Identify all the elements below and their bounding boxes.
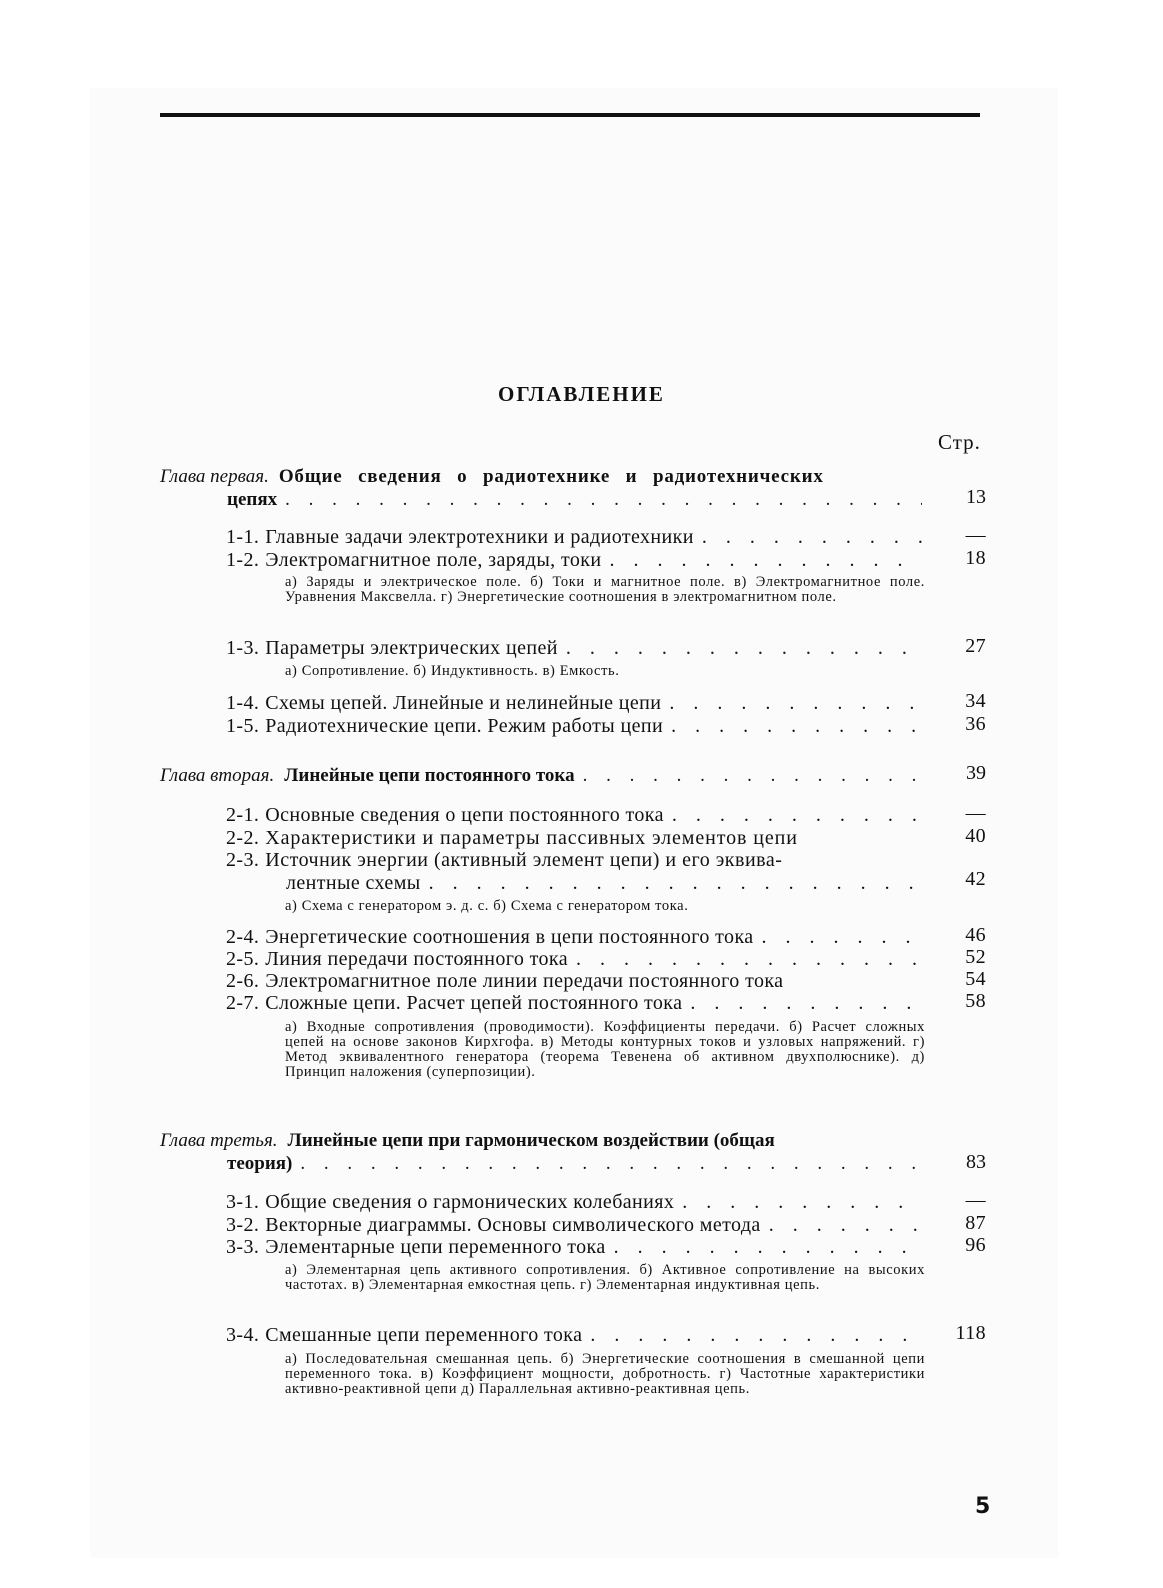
- section-number: 1-5.: [226, 715, 260, 737]
- section-2-5[interactable]: [226, 948, 922, 971]
- leader-dots: [576, 948, 922, 971]
- section-2-3-page: 42: [965, 868, 986, 890]
- section-1-4-page: 34: [965, 690, 986, 712]
- chapter-3-heading-line2[interactable]: [227, 1153, 922, 1175]
- section-number: 1-3.: [226, 637, 260, 659]
- section-number: 2-3.: [226, 849, 260, 871]
- section-2-3-subtopics: а) Схема с генератором э. д. с. б) Схема с генератором тока.: [285, 898, 689, 914]
- section-number: 2-1.: [226, 804, 260, 826]
- chapter-1-lead: Глава первая.: [160, 466, 269, 487]
- leader-dots: [583, 765, 922, 787]
- section-1-2-page: 18: [965, 547, 986, 569]
- section-3-4-page: 118: [955, 1322, 986, 1344]
- section-title: Основные сведения о цепи постоянного тока: [265, 804, 664, 826]
- chapter-3-page: 83: [966, 1151, 986, 1173]
- section-title: Схемы цепей. Линейные и нелинейные цепи: [265, 692, 662, 714]
- chapter-1-title-cont: цепях: [227, 489, 278, 510]
- page-column-label: Стр.: [938, 430, 981, 454]
- chapter-2-title: Линейные цепи постоянного тока: [284, 765, 575, 786]
- leader-dots: [682, 1191, 922, 1214]
- chapter-2-heading[interactable]: [160, 765, 922, 787]
- leader-dots: [429, 872, 922, 895]
- section-1-3-page: 27: [965, 635, 986, 657]
- section-2-4[interactable]: [226, 926, 922, 949]
- section-title: Электромагнитное поле линии передачи постоянного тока: [265, 970, 784, 992]
- leader-dots: [590, 1324, 922, 1347]
- section-3-3-page: 96: [965, 1234, 986, 1256]
- chapter-3-title-cont: теория): [227, 1153, 293, 1174]
- section-1-5-page: 36: [965, 713, 986, 735]
- section-title: Характеристики и параметры пассивных элементов цепи: [265, 827, 798, 849]
- chapter-2-page: 39: [966, 762, 986, 784]
- section-number: 3-4.: [226, 1324, 260, 1346]
- leader-dots: [300, 1153, 922, 1175]
- section-title: Элементарные цепи переменного тока: [265, 1236, 606, 1258]
- section-2-6-page: 54: [965, 968, 986, 990]
- chapter-1-heading[interactable]: [160, 466, 922, 488]
- section-number: 2-7.: [226, 992, 260, 1014]
- chapter-3-title: Линейные цепи при гармоническом воздействии (общая: [287, 1130, 775, 1151]
- section-number: 1-2.: [226, 549, 260, 571]
- section-number: 2-6.: [226, 970, 260, 992]
- chapter-1-title: Общие сведения о радиотехнике и радиотехнических: [278, 466, 824, 487]
- section-3-3[interactable]: [226, 1236, 922, 1259]
- page-number: 5: [975, 1494, 991, 1519]
- section-2-1[interactable]: [226, 804, 922, 827]
- section-title: Главные задачи электротехники и радиотехники: [265, 526, 694, 548]
- section-1-3-subtopics: а) Сопротивление. б) Индуктивность. в) Емкость.: [285, 663, 620, 679]
- section-3-2[interactable]: [226, 1214, 922, 1237]
- section-2-3[interactable]: [226, 849, 922, 872]
- leader-dots: [762, 926, 922, 949]
- chapter-1-page: 13: [966, 486, 986, 508]
- section-3-1[interactable]: [226, 1191, 922, 1214]
- section-number: 3-1.: [226, 1191, 260, 1213]
- leader-dots: [671, 715, 922, 738]
- chapter-2-lead: Глава вторая.: [160, 765, 275, 786]
- section-title: Сложные цепи. Расчет цепей постоянного тока: [265, 992, 683, 1014]
- section-title: Линия передачи постоянного тока: [265, 948, 568, 970]
- section-2-2[interactable]: [226, 827, 922, 850]
- leader-dots: [609, 549, 922, 572]
- chapter-3-lead: Глава третья.: [160, 1130, 278, 1151]
- section-title: Энергетические соотношения в цепи постоянного тока: [265, 926, 754, 948]
- leader-dots: [702, 526, 922, 549]
- section-2-7[interactable]: [226, 992, 922, 1015]
- section-title-cont: лентные схемы: [286, 872, 421, 894]
- section-title: Смешанные цепи переменного тока: [265, 1324, 583, 1346]
- chapter-1-heading-line2[interactable]: [227, 489, 922, 511]
- leader-dots: [690, 992, 922, 1015]
- section-1-2[interactable]: [226, 549, 922, 572]
- leader-dots: [566, 637, 922, 660]
- section-1-2-subtopics: а) Заряды и электрическое поле. б) Токи и магнитное поле. в) Электромагнитное поле. Уравнения Максвелла. г) Энергетические соотношения в электромагнитном поле.: [285, 574, 925, 605]
- section-title: Параметры электрических цепей: [265, 637, 558, 659]
- leader-dots: [672, 804, 922, 827]
- section-2-3-line2[interactable]: [286, 872, 922, 895]
- page-title: ОГЛАВЛЕНИЕ: [498, 382, 665, 406]
- section-2-1-page: —: [965, 802, 986, 824]
- leader-dots: [769, 1214, 922, 1237]
- section-number: 3-3.: [226, 1236, 260, 1258]
- section-2-5-page: 52: [965, 946, 986, 968]
- leader-dots: [614, 1236, 922, 1259]
- section-number: 1-4.: [226, 692, 260, 714]
- section-number: 1-1.: [226, 526, 260, 548]
- section-number: 2-4.: [226, 926, 260, 948]
- section-1-3[interactable]: [226, 637, 922, 660]
- section-title: Радиотехнические цепи. Режим работы цепи: [265, 715, 664, 737]
- section-number: 3-2.: [226, 1214, 260, 1236]
- section-2-7-page: 58: [965, 990, 986, 1012]
- section-1-4[interactable]: [226, 692, 922, 715]
- section-3-1-page: —: [965, 1189, 986, 1211]
- section-2-7-subtopics: а) Входные сопротивления (проводимости). Коэффициенты передачи. б) Расчет сложных цепей на основе законов Кирхгофа. в) Методы контурных токов и узловых напряжений. г) Метод эквивалентного генератора (теорема Тевенена об активном двухполюснике). д) Принцип наложения (суперпозиции).: [285, 1019, 925, 1080]
- section-1-1[interactable]: [226, 526, 922, 549]
- section-2-6[interactable]: [226, 970, 922, 993]
- section-title: Общие сведения о гармонических колебаниях: [265, 1191, 675, 1213]
- section-3-2-page: 87: [965, 1212, 986, 1234]
- leader-dots: [669, 692, 922, 715]
- section-title: Электромагнитное поле, заряды, токи: [265, 549, 602, 571]
- section-title: Векторные диаграммы. Основы символического метода: [265, 1214, 761, 1236]
- section-2-2-page: 40: [965, 825, 986, 847]
- section-1-1-page: —: [965, 524, 986, 546]
- section-3-4[interactable]: [226, 1324, 922, 1347]
- section-number: 2-2.: [226, 827, 260, 849]
- chapter-3-heading[interactable]: [160, 1130, 922, 1152]
- section-2-4-page: 46: [965, 924, 986, 946]
- section-3-3-subtopics: а) Элементарная цепь активного сопротивления. б) Активное сопротивление на высоких частотах. в) Элементарная емкостная цепь. г) Элементарная индуктивная цепь.: [285, 1262, 925, 1293]
- section-1-5[interactable]: [226, 715, 922, 738]
- section-number: 2-5.: [226, 948, 260, 970]
- leader-dots: [285, 489, 922, 511]
- section-title: Источник энергии (активный элемент цепи) и его эквива-: [265, 849, 783, 871]
- section-3-4-subtopics: а) Последовательная смешанная цепь. б) Энергетические соотношения в смешанной цепи переменного тока. в) Коэффициент мощности, добротность. г) Частотные характеристики активно-реактивной цепи д) Параллельная активно-реактивная цепь.: [285, 1351, 925, 1397]
